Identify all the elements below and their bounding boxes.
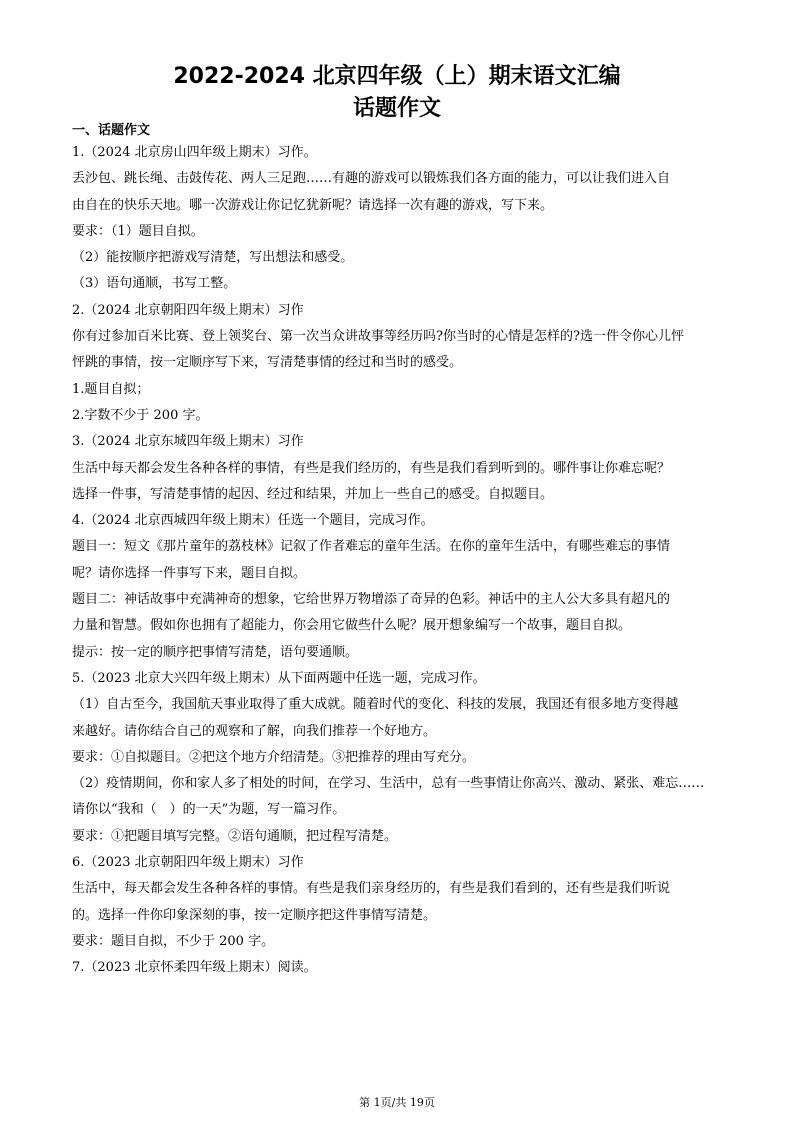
text-line: 呢？请你选择一件事写下来，题目自拟。 [72, 565, 307, 581]
text-line: 选择一件事，写清楚事情的起因、经过和结果，并加上一些自己的感受。自拟题目。 [72, 486, 554, 502]
text-line: 提示：按一定的顺序把事情写清楚，语句要通顺。 [72, 644, 359, 660]
text-line: 1.题目自拟； [72, 381, 150, 397]
page-footer: 第 1页/共 19页 [359, 1096, 435, 1109]
text-line: 7.（2023 北京怀柔四年级上期末）阅读。 [72, 960, 317, 976]
text-line: 6.（2023 北京朝阳四年级上期末）习作 [72, 855, 304, 871]
text-line: 生活中每天都会发生各种各样的事情，有些是我们经历的，有些是我们看到听到的。哪件事让你难忘呢？ [72, 460, 671, 476]
document-subtitle: 话题作文 [352, 96, 441, 121]
text-line: （2）疫情期间，你和家人多了相处的时间，在学习、生活中，总有一些事情让你高兴、激动、紧张、难忘…… [72, 776, 705, 792]
text-line: （2）能按顺序把游戏写清楚，写出想法和感受。 [72, 250, 354, 266]
text-line: 要求：①把题目填写完整。②语句通顺，把过程写清楚。 [72, 828, 398, 844]
text-line: 1.（2024 北京房山四年级上期末）习作。 [72, 145, 317, 160]
text-line: 题目二：神话故事中充满神奇的想象，它给世界万物增添了奇异的色彩。神话中的主人公大多具有超凡的 [72, 592, 671, 608]
document-body [72, 140, 728, 982]
text-line: 你有过参加百米比赛、登上领奖台、第一次当众讲故事等经历吗?你当时的心情是怎样的?选一件令你心儿怦 [72, 329, 684, 345]
text-line: 题目一：短文《那片童年的荔枝林》记叙了作者难忘的童年生活。在你的童年生活中，有哪些难忘的事情 [72, 539, 671, 555]
text-line: 力量和智慧。假如你也拥有了超能力，你会用它做些什么呢？展开想象编写一个故事，题目自拟。 [72, 618, 632, 634]
text-line: 的。选择一件你印象深刻的事，按一定顺序把这件事情写清楚。 [72, 907, 437, 923]
text-line: 3.（2024 北京东城四年级上期末）习作 [72, 434, 304, 450]
text-line: 怦跳的事情，按一定顺序写下来，写清楚事情的经过和当时的感受。 [72, 355, 463, 371]
text-line: 2.字数不少于 200 字。 [72, 407, 209, 423]
document-title: 2022-2024 北京四年级（上）期末语文汇编 [173, 64, 621, 89]
text-line: 由自在的快乐天地。哪一次游戏让你记忆犹新呢？请选择一次有趣的游戏，写下来。 [72, 197, 554, 213]
text-line: 2.（2024 北京朝阳四年级上期末）习作 [72, 302, 304, 318]
text-line: 要求：题目自拟，不少于 200 字。 [72, 933, 275, 949]
text-line: 生活中，每天都会发生各种各样的事情。有些是我们亲身经历的，有些是我们看到的，还有些是我们听说 [72, 881, 671, 897]
text-line: 来越好。请你结合自己的观察和了解，向我们推荐一个好地方。 [72, 723, 437, 739]
text-line: 请你以“我和（ ）的一天”为题，写一篇习作。 [72, 802, 346, 818]
section-heading: 一、话题作文 [72, 123, 151, 138]
text-line: 5.（2023 北京大兴四年级上期末）从下面两题中任选一题，完成习作。 [72, 670, 486, 686]
text-line: 丢沙包、跳长绳、击鼓传花、两人三足跑……有趣的游戏可以锻炼我们各方面的能力，可以让我们进入自 [72, 171, 671, 187]
text-line: （3）语句通顺，书写工整。 [72, 276, 237, 292]
text-line: （1）自古至今，我国航天事业取得了重大成就。随着时代的变化、科技的发展，我国还有很多地方变得越 [72, 697, 679, 713]
text-line: 4.（2024 北京西城四年级上期末）任选一个题目，完成习作。 [72, 513, 434, 529]
text-line: 要求：（1）题目自拟。 [72, 223, 204, 239]
text-line: 要求：①自拟题目。②把这个地方介绍清楚。③把推荐的理由写充分。 [72, 749, 476, 765]
